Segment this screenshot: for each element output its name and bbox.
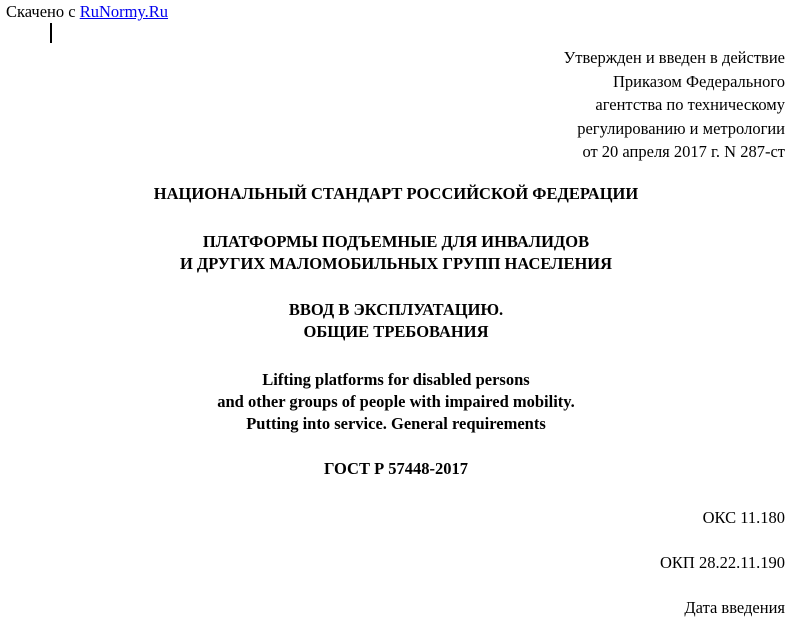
approval-block — [564, 46, 785, 164]
standard-heading-text: НАЦИОНАЛЬНЫЙ СТАНДАРТ РОССИЙСКОЙ ФЕДЕРАЦИИ — [153, 184, 639, 203]
okp-code: ОКП 28.22.11.190 — [660, 553, 785, 572]
title-line: И ДРУГИХ МАЛОМОБИЛЬНЫХ ГРУПП НАСЕЛЕНИЯ — [179, 254, 613, 273]
source-prefix: Скачено с — [6, 2, 80, 21]
title-line: ОБЩИЕ ТРЕБОВАНИЯ — [303, 322, 489, 341]
title-line: ВВОД В ЭКСПЛУАТАЦИЮ. — [288, 300, 504, 319]
runormy-link[interactable]: RuNormy.Ru — [79, 2, 169, 21]
oks-code: ОКС 11.180 — [702, 508, 785, 527]
standard-heading — [0, 183, 792, 205]
gost-number — [0, 458, 792, 480]
approval-line: Утвержден и введен в действие — [563, 48, 785, 67]
title-en-line: and other groups of people with impaired mobility. — [217, 392, 575, 411]
approval-line: регулированию и метрологии — [577, 118, 785, 138]
approval-line: Приказом Федерального — [612, 71, 785, 91]
title-english — [0, 369, 792, 435]
intro-date-label: Дата введения — [684, 598, 785, 617]
gost-number-text: ГОСТ Р 57448-2017 — [323, 459, 469, 478]
approval-line: агентства по техническому — [595, 95, 785, 114]
text-cursor — [50, 23, 52, 43]
title-line: ПЛАТФОРМЫ ПОДЪЕМНЫЕ ДЛЯ ИНВАЛИДОВ — [202, 232, 590, 251]
source-line — [6, 2, 168, 22]
title-en-line: Putting into service. General requirements — [246, 414, 546, 433]
title-en-line: Lifting platforms for disabled persons — [262, 370, 530, 389]
title-ru-part2 — [0, 299, 792, 343]
title-ru-part1 — [0, 231, 792, 275]
approval-line: от 20 апреля 2017 г. N 287-ст — [582, 142, 785, 161]
